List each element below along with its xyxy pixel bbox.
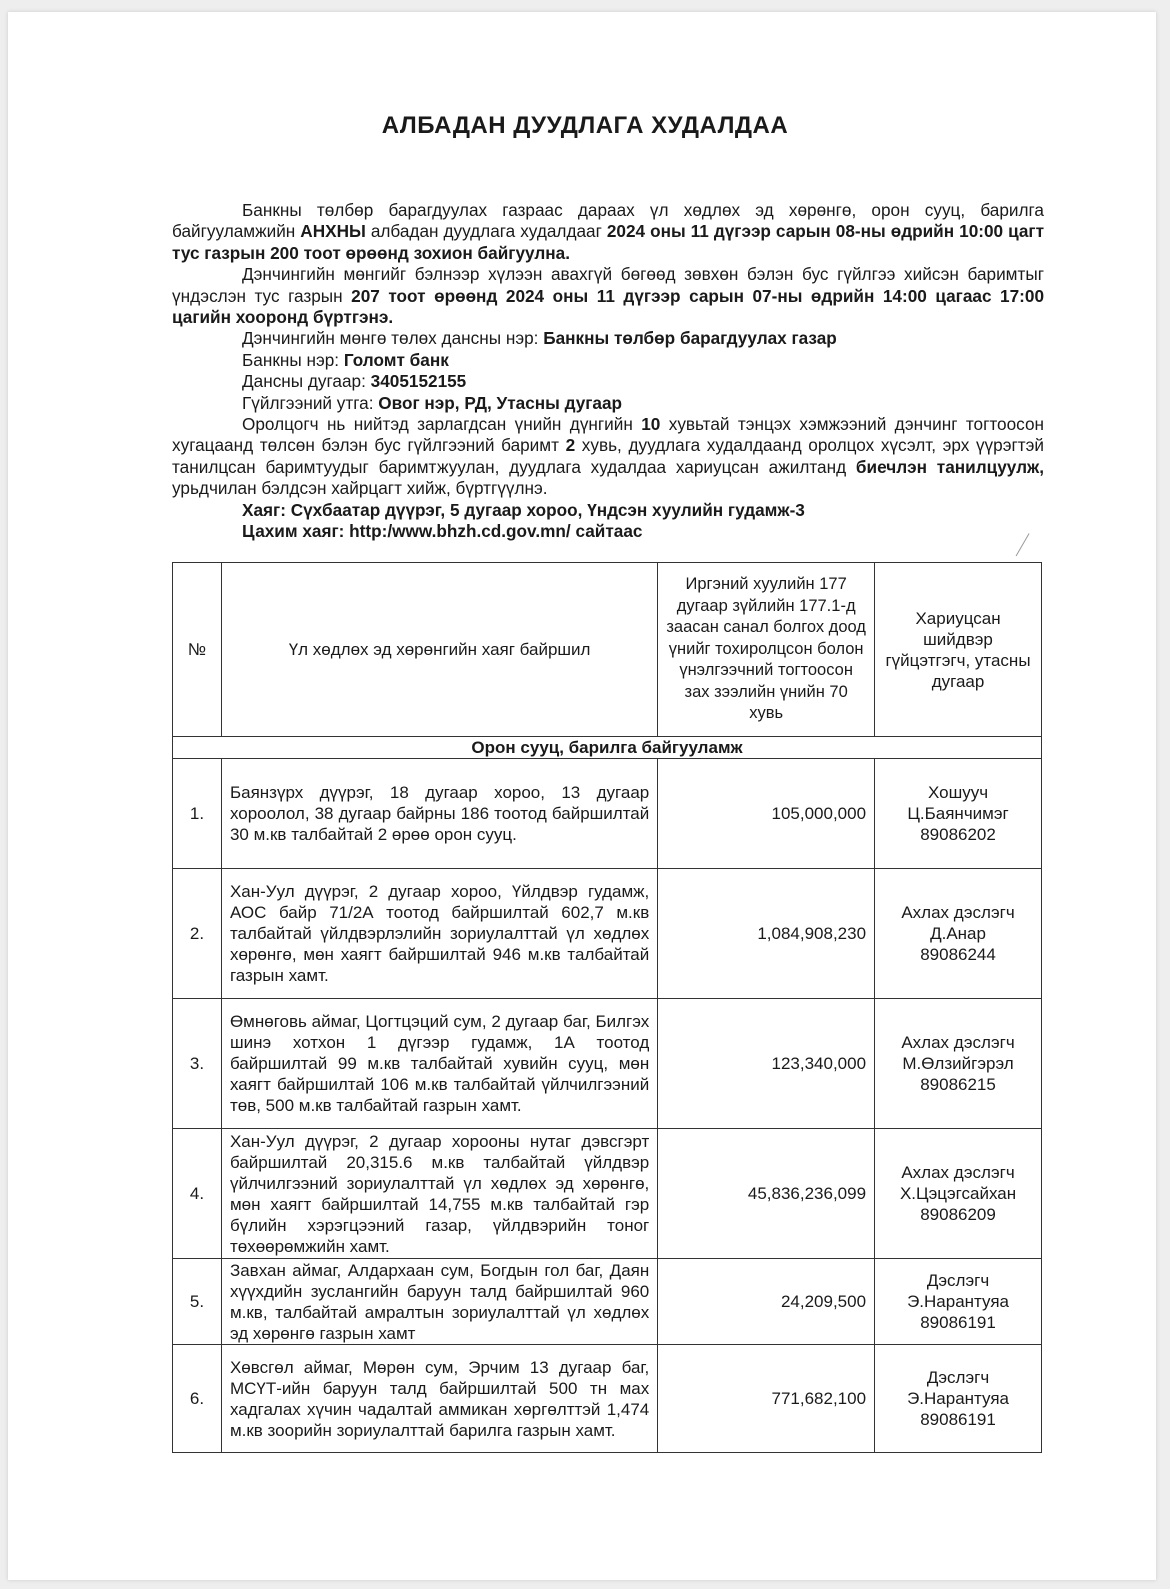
contact-name: Э.Нарантуяа bbox=[907, 1389, 1009, 1408]
contact-phone: 89086244 bbox=[920, 945, 996, 964]
contact-name: Э.Нарантуяа bbox=[907, 1292, 1009, 1311]
row-number: 4. bbox=[173, 1129, 222, 1259]
transaction-purpose-line: Гүйлгээний утга: Овог нэр, РД, Утасны дугаар bbox=[242, 392, 623, 413]
announcement-text bbox=[172, 200, 1044, 543]
row-price: 105,000,000 bbox=[658, 759, 875, 869]
row-contact bbox=[875, 1345, 1042, 1453]
row-contact bbox=[875, 999, 1042, 1129]
contact-phone: 89086202 bbox=[920, 825, 996, 844]
contact-phone: 89086215 bbox=[920, 1075, 996, 1094]
row-contact bbox=[875, 759, 1042, 869]
document-title: АЛБАДАН ДУУДЛАГА ХУДАЛДАА bbox=[381, 112, 789, 139]
table-row bbox=[173, 1129, 1042, 1259]
contact-phone: 89086209 bbox=[920, 1205, 996, 1224]
table-row bbox=[173, 1259, 1042, 1345]
row-price: 1,084,908,230 bbox=[658, 869, 875, 999]
contact-role: Хошууч bbox=[927, 783, 989, 802]
header-price: Иргэний хуулийн 177 дугаар зүйлийн 177.1-д заасан санал болгох доод үнийг тохиролцсон болон үнэлгээчний тогтоосон зах зээлийн үнийн 70 хувь bbox=[658, 563, 875, 737]
contact-role: Ахлах дэслэгч bbox=[901, 1163, 1015, 1182]
row-address: Хан-Уул дүүрэг, 2 дугаар хороо, Үйлдвэр гудамж, АОС байр 71/2А тоотод байршилтай 602,7 м.кв талбайтай үйлдвэрлэлийн зориулалттай үл хөдлөх хөрөнгө, мөн хаягт байршилтай 946 м.кв талбайтай газрын хамт. bbox=[221, 869, 657, 999]
paragraph-participation: Оролцогч нь нийтэд зарлагдсан үнийн дүнгийн 10 хувьтай тэнцэх хэмжээний дэнчинг тогтоосон хугацаанд төлсөн бэлэн бус гүйлгээний баримт 2 хувь, дуудлага худалдаанд оролцох хүсэлт, эрх үүрэгтэй танилцсан баримтуудыг баримтжуулан, дуудлага худалдаа хариуцсан ажилтанд биечлэн танилцуулж, урьдчилан бэлдсэн хайрцагт хийж, бүртгүүлнэ. bbox=[172, 414, 1044, 499]
table-header-row bbox=[173, 563, 1042, 737]
section-title: Орон сууц, барилга байгууламж bbox=[173, 737, 1042, 759]
header-address: Үл хөдлөх эд хөрөнгийн хаяг байршил bbox=[221, 563, 657, 737]
row-address: Завхан аймаг, Алдархаан сум, Богдын гол баг, Даян хүүхдийн зуслангийн баруун талд байршилтай 960 м.кв, талбайтай амралтын зориулалттай үл хөдлөх эд хөрөнгө газрын хамт bbox=[221, 1259, 657, 1345]
row-price: 123,340,000 bbox=[658, 999, 875, 1129]
row-contact bbox=[875, 869, 1042, 999]
row-price: 45,836,236,099 bbox=[658, 1129, 875, 1259]
paragraph-schedule: Банкны төлбөр барагдуулах газраас дараах үл хөдлөх эд хөрөнгө, орон сууц, барилга байгууламжийн АНХНЫ албадан дуудлага худалдааг 2024 оны 11 дүгээр сарын 08-ны өдрийн 10:00 цагт тус газрын 200 тоот өрөөнд зохион байгуулна. bbox=[172, 200, 1044, 263]
table-row bbox=[173, 999, 1042, 1129]
row-address: Баянзүрх дүүрэг, 18 дугаар хороо, 13 дугаар хороолол, 38 дугаар байрны 186 тоотод байршилтай 30 м.кв талбайтай 2 өрөө орон сууц. bbox=[221, 759, 657, 869]
bank-name-line: Банкны нэр: Голомт банк bbox=[242, 349, 449, 370]
contact-name: М.Өлзийгэрэл bbox=[902, 1054, 1014, 1073]
row-contact bbox=[875, 1129, 1042, 1259]
contact-role: Ахлах дэслэгч bbox=[901, 903, 1015, 922]
section-row bbox=[173, 737, 1042, 759]
table-row bbox=[173, 1345, 1042, 1453]
contact-phone: 89086191 bbox=[920, 1410, 996, 1429]
website-line: Цахим хаяг: http:/www.bhzh.cd.gov.mn/ сайтаас bbox=[242, 521, 643, 542]
row-number: 5. bbox=[173, 1259, 222, 1345]
address-line: Хаяг: Сүхбаатар дүүрэг, 5 дугаар хороо, Үндсэн хуулийн гудамж-3 bbox=[242, 499, 805, 520]
row-price: 771,682,100 bbox=[658, 1345, 875, 1453]
header-contact: Хариуцсан шийдвэр гүйцэтгэгч, утасны дугаар bbox=[875, 563, 1042, 737]
header-number: № bbox=[173, 563, 222, 737]
row-price: 24,209,500 bbox=[658, 1259, 875, 1345]
contact-name: Д.Анар bbox=[930, 924, 986, 943]
contact-name: Х.Цэцэгсайхан bbox=[899, 1184, 1017, 1203]
paragraph-deposit: Дэнчингийн мөнгийг бэлнээр хүлээн авахгүй бөгөөд зөвхөн бэлэн бус гүйлгээ хийсэн баримтыг үндэслэн тус газрын 207 тоот өрөөнд 2024 оны 11 дүгээр сарын 07-ны өдрийн 14:00 цагаас 17:00 цагийн хооронд бүртгэнэ. bbox=[172, 264, 1045, 328]
row-address: Хөвсгөл аймаг, Мөрөн сум, Эрчим 13 дугаар баг, МСҮТ-ийн баруун талд байршилтай 500 тн мах хадгалах хүчин чадалтай аммикан хөргөлттэй 1,474 м.кв зоорийн зориулалттай барилга газрын хамт. bbox=[221, 1345, 657, 1453]
contact-role: Дэслэгч bbox=[926, 1368, 990, 1387]
row-address: Өмнөговь аймаг, Цогтцэций сум, 2 дугаар баг, Билгэх шинэ хотхон 1 дүгээр гудамж, 1А тоотод байршилтай 99 м.кв талбайтай хувийн сууц, мөн хаягт байршилтай 106 м.кв талбайтай үйлчилгээний төв, 500 м.кв талбайтай газрын хамт. bbox=[221, 999, 657, 1129]
table-row bbox=[173, 759, 1042, 869]
account-name-line: Дэнчингийн мөнгө төлөх дансны нэр: Банкны төлбөр барагдуулах газар bbox=[242, 328, 837, 349]
row-number: 3. bbox=[173, 999, 222, 1129]
row-number: 1. bbox=[173, 759, 222, 869]
property-table bbox=[172, 562, 1042, 1453]
table-row bbox=[173, 869, 1042, 999]
row-number: 6. bbox=[173, 1345, 222, 1453]
account-number-line: Дансны дугаар: 3405152155 bbox=[242, 371, 467, 392]
contact-role: Ахлах дэслэгч bbox=[901, 1033, 1015, 1052]
row-contact bbox=[875, 1259, 1042, 1345]
contact-name: Ц.Баянчимэг bbox=[907, 804, 1009, 823]
row-number: 2. bbox=[173, 869, 222, 999]
contact-role: Дэслэгч bbox=[926, 1271, 990, 1290]
contact-phone: 89086191 bbox=[920, 1313, 996, 1332]
row-address: Хан-Уул дүүрэг, 2 дугаар хорооны нутаг дэвсгэрт байршилтай 20,315.6 м.кв талбайтай үйлдвэр үйлчилгээний зориулалттай үл хөдлөх эд хөрөнгө, мөн хаягт байршилтай 14,755 м.кв талбайтай гэр бүлийн хэрэгцээний газар, үйлдвэрийн тоног төхөөрөмжийн хамт. bbox=[221, 1129, 657, 1259]
